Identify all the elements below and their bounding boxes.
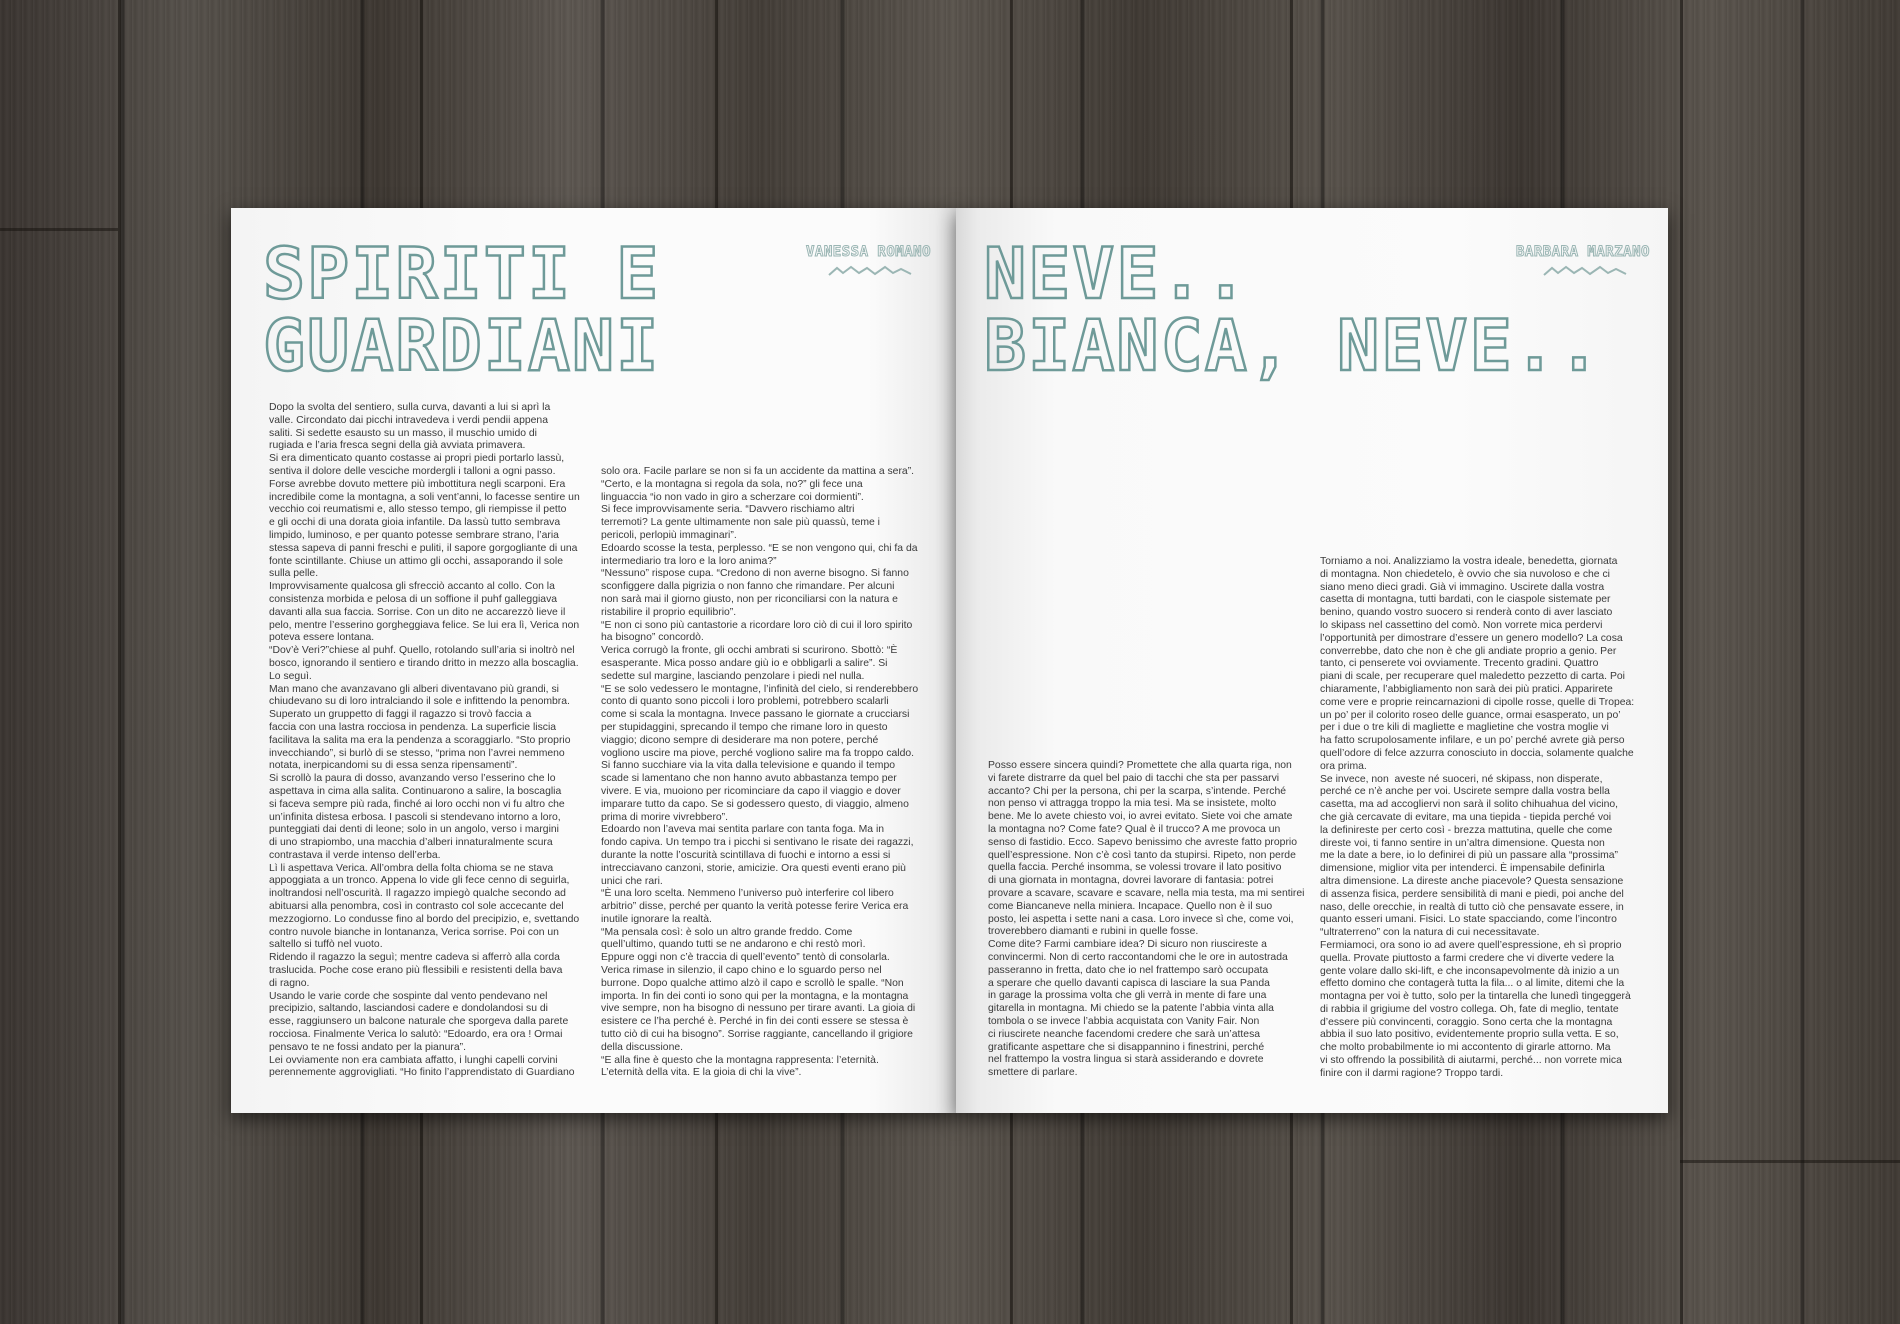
article-title-line2: BIANCA, NEVE.. [984,305,1603,387]
article-title-line2: GUARDIANI [263,305,661,387]
article-title-line1: SPIRITI E [263,233,661,315]
author-name: VANESSA ROMANO [806,244,932,260]
wood-plank-joint [0,228,118,231]
wood-plank-joint [1680,1160,1900,1163]
wood-plank-seam [1680,0,1683,1324]
article-column-2: Torniamo a noi. Analizziamo la vostra ideale, benedetta, giornata di montagna. Non chiedetelo, è ovvio che sia nuvoloso e che ci siano meno dieci gradi. Già vi immagino. Uscirete dalla vostra casetta di montagna, tutti bardati, con le ciaspole sistemate per benino, quando vostro suocero si renderà conto di aver lasciato lo skipass nel cassettino del comò. Non vorrete mica perdervi l’opportunità per dimostrare d’essere un genero modello? La cosa converrebbe, dato che non è che gli andiate proprio a genio. Per tanto, ci penserete voi ovviamente. Trecento gradini. Quattro piani di scale, per recuperare quel maledetto pezzetto di carta. Poi chiaramente, l’abbigliamento non sarà dei più pratici. Apparirete come vere e proprie reincarnazioni di cipolle rosse, quelle di Tropea: un po’ per il colorito roseo delle guance, ormai esasperato, un po’ per i due o tre kili di magliette e maglietine che vostra moglie vi ha fatto scrupolosamente infilare, e un po’ perché avrete già perso quell’odore di felce azzurra conosciuto in doccia, solamente qualche ora prima. Se invece, non aveste né suoceri, né skipass, non disperate, perché ce n’è anche per voi. Uscirete sempre dalla vostra bella casetta, ma ad accogliervi non sarà il solito chihuahua del vicino, che già cercavate di evitare, ma una tiepida - tiepida perché voi la definireste per certo così - brezza mattutina, quelle che come direste voi, ti fanno sentire in un’altra dimensione. Questa non me la date a bere, io lo definirei di più un passare alla “prossima” dimensione, miglior vita per intenderci. È impensabile definirla altra dimensione. La direste anche piacevole? Questa sensazione di assenza fisica, perdere sensibilità di mani e piedi, poi anche del naso, delle orecchie, in realtà di tutto ciò che pensavate essere, in quanto esseri umani. Fisici. Lo state spacciando, come l’incontro “ultraterreno” con la natura di cui necessitavate. Fermiamoci, ora sono io ad avere quell’espressione, eh sì proprio quella. Provate piuttosto a farmi credere che vi diverte vedere la gente volare dallo ski-lift, e che inconsapevolmente dà inizio a un effetto domino che contagerà tutta la fila... o al limite, ditemi che la montagna per voi è tutto, solo per la tintarella che lunedì tingeggerà di rabbia il grigiume del vostro collega. Oh, fate di meglio, tentate d’essere più convincenti, coraggio. Sono certa che la montagna abbia il suo lato positivo, evidentemente proprio sulla vetta. E so, che molto probabilmente io mi accontento di girarle attorno. Ma vi sto offrendo la possibilità di aiutarmi, perché... non vorrete mica finire con il darmi ragione? Troppo tardi. [1320,556,1635,1079]
article-column-1: Posso essere sincera quindi? Promettete che alla quarta riga, non vi farete distrarre da quel bel paio di tacchi che sta per passarvi accanto? Chi per la persona, chi per la scarpa, s’intende. Perché non penso vi attragga troppo la mia tesi. Ma se insistete, molto bene. Me lo avete chiesto voi, io avrei evitato. Siete voi che amate la montagna no? Come fate? Qual è il trucco? A me provoca un senso di fastidio. Ecco. Sapevo benissimo che avreste fatto proprio quell’espressione. Non c’è così tanto da stupirsi. Ripeto, non perde quella faccia. Perché insomma, se volessi trovare il lato positivo di una giornata in montagna, dovrei lavorare di fantasia: potrei provare a scavare, scavare e scavare, nella mia testa, ma mi sentirei come Biancaneve nella miniera. Incapace. Quello non è il suo posto, lei aspetta i sette nani a casa. Loro invece sì che, come voi, troverebbero diamanti e rubini in quelle fosse. Come dite? Farmi cambiare idea? Di sicuro non riuscireste a convincermi. Non di certo raccontandomi che le ore in autostrada passeranno in fretta, dato che io nel frattempo sarò occupata a sperare che quello davanti capisca di lasciare la sua Panda in garage la prossima volta che gli verrà in mente di fare una gitarella in montagna. Mi chiedo se la patente l’abbia vinta alla tombola o se invece l’abbia acquistata con Vanity Fair. Non ci riuscirete neanche facendomi credere che sarà un’attesa gratificante aspettare che si disappannino i finestrini, perché nel frattempo la vostra lingua si starà assiderando e dovrete smettere di parlare. [988,760,1305,1079]
mountain-squiggle-icon [1542,264,1628,278]
wood-plank-seam [118,0,121,1324]
article-column-1: Dopo la svolta del sentiero, sulla curva, davanti a lui si aprì la valle. Circondato dai picchi intravedeva i verdi pendii appena saliti. Si sedette esausto su un masso, il muschio umido di rugiada e l’aria fresca segni della già avviata primavera. Si era dimenticato quanto costasse ai propri piedi portarlo lassù, sentiva il dolore delle vesciche mordergli i talloni a ogni passo. Forse avrebbe dovuto mettere più imbottitura negli scarponi. Era incredibile come la montagna, a soli vent’anni, lo facesse sentire un vecchio coi reumatismi e, allo stesso tempo, gli riempisse il petto e gli occhi di una dorata gioia infantile. Da lassù tutto sembrava limpido, luminoso, e per quanto potesse sembrare strano, l’aria stessa sapeva di panni freschi e puliti, il sapore gorgogliante di una fonte scintillante. Chiuse un attimo gli occhi, assaporando il sole sulla pelle. Improvvisamente qualcosa gli sfrecciò accanto al collo. Con la consistenza morbida e pelosa di un soffione il puhf galleggiava davanti alla sua faccia. Sorrise. Con un dito ne accarezzò lieve il pelo, mentre l’esserino gorgheggiava felice. Se lui era lì, Verica non poteva essere lontana. “Dov’è Veri?”chiese al puhf. Quello, rotolando sull’aria si inoltrò nel bosco, ignorando il sentiero e tirando dritto in mezzo alla boscaglia. Lo seguì. Man mano che avanzavano gli alberi diventavano più grandi, si chiudevano su di loro intralciando il sole e infittendo la penombra. Superato un gruppetto di faggi il ragazzo si trovò faccia a faccia con una lastra rocciosa in pendenza. La superficie liscia facilitava la salita ma era la pendenza a scoraggiarlo. “Sto proprio invecchiando”, si burlò di se stesso, “prima non l’avrei nemmeno notata, inerpicandomi su di essa senza ripensamenti”. Si scrollò la paura di dosso, avanzando verso l’esserino che lo aspettava in cima alla salita. Continuarono a salire, la boscaglia si faceva sempre più rada, finché ai loro occhi non vi fu altro che un’infinita distesa erbosa. I pascoli si stendevano intorno a loro, punteggiati dai denti di leone; solo in un angolo, verso i margini di uno strapiombo, una macchia d’alberi innaturalmente scura contrastava il verde intenso dell’erba. Lì li aspettava Verica. All’ombra della folta chioma se ne stava appoggiata a un tronco. Appena lo vide gli fece cenno di seguirla, inoltrandosi nell’oscurità. Il ragazzo impiegò qualche secondo ad abituarsi alla penombra, così in contrasto col sole accecante del mezzogiorno. Lo condusse fino al bordo del precipizio, e, svettando contro nuvole bianche in lontananza, Verica sorrise. Poi con un saltello si tuffò nel vuoto. Ridendo il ragazzo la seguì; mentre cadeva si afferrò alla corda traslucida. Poche cose erano più flessibili e resistenti della bava di ragno. Usando le varie corde che sospinte dal vento pendevano nel precipizio, saltando, lasciandosi cadere e dondolandosi su di esse, raggiunsero un balcone naturale che sporgeva dalla parete rocciosa. Finalmente Verica lo salutò: “Edoardo, era ora ! Ormai pensavo te ne fossi andato per la pianura”. Lei ovviamente non era cambiata affatto, i lunghi capelli corvini perennemente aggrovigliati. “Ho finito l’apprendistato di Guardiano [269,402,580,1079]
author-name: BARBARA MARZANO [1516,244,1650,260]
magazine-right-page [956,208,1668,1113]
article-column-2: solo ora. Facile parlare se non si fa un accidente da mattina a sera”. “Certo, e la montagna si regola da sola, no?” gli fece una linguaccia “io non vado in giro a scherzare coi dormienti”. Si fece improvvisamente seria. “Davvero rischiamo altri terremoti? La gente ultimamente non sale più quassù, teme i pericoli, perlopiù immaginari”. Edoardo scosse la testa, perplesso. “E se non vengono qui, chi fa da intermediario tra loro e la loro anima?” “Nessuno” rispose cupa. “Credono di non averne bisogno. Si fanno sconfiggere dalla pigrizia o non fanno che rimandare. Per alcuni non sarà mai il giorno giusto, non per riconciliarsi con la natura e ristabilire il proprio equilibrio”. “E non ci sono più cantastorie a ricordare loro ciò di cui il loro spirito ha bisogno” concordò. Verica corrugò la fronte, gli occhi ambrati si scurirono. Sbottò: “È esasperante. Mica posso andare giù io e obbligarli a salire”. Si sedette sul margine, lasciando penzolare i piedi nel nulla. “E se solo vedessero le montagne, l’infinità del cielo, si renderebbero conto di quanto sono piccoli i loro problemi, potrebbero scalarli come si scala la montagna. Invece passano le giornate a crucciarsi per stupidaggini, sprecando il tempo che rimane loro in questo viaggio; dicono sempre di desiderare ma non potere, perché vogliono uscire ma piove, perché vogliono salire ma fa troppo caldo. Si fanno succhiare via la vita dalla televisione e quando il tempo scade si lamentano che non hanno avuto abbastanza tempo per vivere. E via, muoiono per ricominciare da capo il viaggio e dover imparare tutto da capo. Se si godessero questo, di viaggio, almeno prima di morire vivrebbero”. Edoardo non l’aveva mai sentita parlare con tanta foga. Ma in fondo capiva. Un tempo tra i picchi si sentivano le risate dei ragazzi, durante la notte l’oscurità scintillava di fuochi e intorno a essi si intrecciavano canzoni, storie, amicizie. Ora questi eventi erano più unici che rari. “È una loro scelta. Nemmeno l’universo può interferire col libero arbitrio” disse, perché per quanto la verità potesse ferire Verica era inutile ignorare la realtà. “Ma pensala così: è solo un altro grande freddo. Come quell’ultimo, quando tutti se ne andarono e chi restò morì. Eppure oggi non c’è traccia di quell’evento” tentò di consolarla. Verica rimase in silenzio, il capo chino e lo sguardo perso nel burrone. Dopo qualche attimo alzò il capo e scrollò le spalle. “Non importa. In fin dei conti io sono qui per la montagna, e la montagna vive sempre, non ha bisogno di nessuno per tirare avanti. La gioia di esistere ce l’ha perché è. Perché in fin dei conti essere se stessa è tutto ciò di cui ha bisogno”. Sorrise raggiante, cancellando il grigiore della discussione. “E alla fine è questo che la montagna rappresenta: l’eternità. L’eternità della vita. E la gioia di chi la vive”. [601,466,919,1079]
article-title-line1: NEVE.. [984,233,1249,315]
mountain-squiggle-icon [827,264,913,278]
magazine-left-page [231,208,956,1113]
